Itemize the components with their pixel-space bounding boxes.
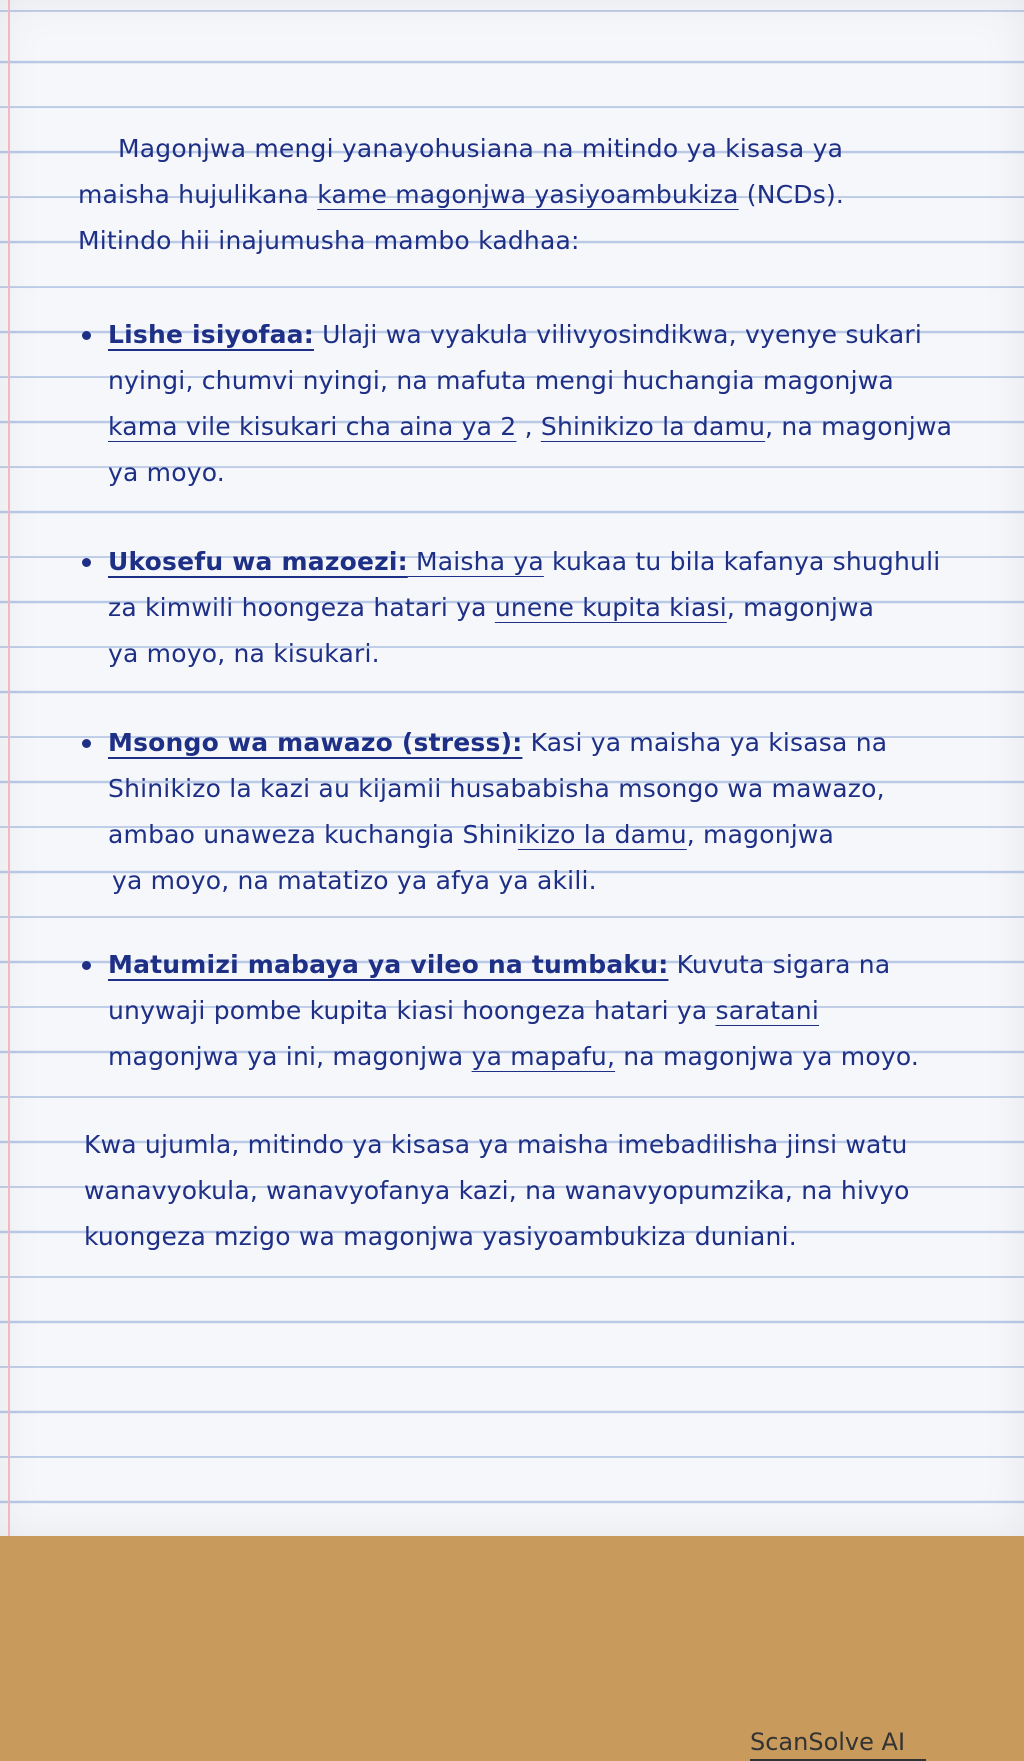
bullet-2-term: Ukosefu wa mazoezi: xyxy=(108,547,408,576)
bullet-dot xyxy=(82,739,91,748)
bullet-4-underline-2: ya mapafu, xyxy=(471,1042,616,1071)
bullet-2-line-3: ya moyo, na kisukari. xyxy=(108,639,380,668)
bullet-3-text-1: Kasi ya maisha ya kisasa na xyxy=(522,728,888,757)
bullet-4-text-2a: unywaji pombe kupita kiasi hoongeza hatari ya xyxy=(108,996,716,1025)
bullet-3-line-1 xyxy=(108,728,887,757)
bullet-2-line-2 xyxy=(108,593,874,622)
conclusion-line-3: kuongeza mzigo wa magonjwa yasiyoambukiza duniani. xyxy=(84,1222,797,1251)
bullet-1-underline-2: Shinikizo la damu xyxy=(540,412,766,441)
bullet-4-underline-1: saratani xyxy=(715,996,820,1025)
bullet-1-line-3 xyxy=(108,412,952,441)
bullet-4-line-1 xyxy=(108,950,890,979)
bullet-2-underline-1: Maisha ya xyxy=(407,547,544,576)
intro-line-2-b: (NCDs). xyxy=(738,180,845,209)
bullet-2-text-1: kukaa tu bila kafanya shughuli xyxy=(543,547,941,576)
bullet-dot xyxy=(82,961,91,970)
bullet-1-end: , na magonjwa xyxy=(765,412,953,441)
bullet-2-underline-2: unene kupita kiasi xyxy=(494,593,727,622)
bullet-3-text-3b: , magonjwa xyxy=(686,820,835,849)
bullet-3-line-3 xyxy=(108,820,834,849)
bullet-1-line-4: ya moyo. xyxy=(108,458,225,487)
bullet-dot xyxy=(82,558,91,567)
bullet-2-text-2a: za kimwili hoongeza hatari ya xyxy=(108,593,495,622)
intro-underlined-phrase: kame magonjwa yasiyoambukiza xyxy=(317,180,739,209)
bullet-3-line-4: ya moyo, na matatizo ya afya ya akili. xyxy=(112,866,597,895)
margin-line xyxy=(8,0,10,1536)
bullet-3-term: Msongo wa mawazo (stress): xyxy=(108,728,523,757)
bullet-3-line-2: Shinikizo la kazi au kijamii husababisha msongo wa mawazo, xyxy=(108,774,885,803)
bullet-1-term: Lishe isiyofaa: xyxy=(108,320,314,349)
bullet-4-line-2 xyxy=(108,996,819,1025)
bullet-3-text-3a: ambao unaweza kuchangia Shin xyxy=(108,820,518,849)
bullet-2-line-1 xyxy=(108,547,940,576)
bullet-1-text-1: Ulaji wa vyakula vilivyosindikwa, vyenye sukari xyxy=(313,320,922,349)
signature-text: ScanSolve AI xyxy=(750,1728,906,1756)
bullet-dot xyxy=(82,331,91,340)
bullet-1-line-1 xyxy=(108,320,922,349)
intro-line-2 xyxy=(78,180,844,209)
conclusion-line-1: Kwa ujumla, mitindo ya kisasa ya maisha imebadilisha jinsi watu xyxy=(84,1130,908,1159)
intro-line-1: Magonjwa mengi yanayohusiana na mitindo ya kisasa ya xyxy=(118,134,844,163)
bullet-1-line-2: nyingi, chumvi nyingi, na mafuta mengi huchangia magonjwa xyxy=(108,366,894,395)
bullet-2-text-2b: , magonjwa xyxy=(726,593,875,622)
intro-line-3: Mitindo hii inajumusha mambo kadhaa: xyxy=(78,226,580,255)
intro-line-2-a: maisha hujulikana xyxy=(78,180,318,209)
bullet-4-line-3 xyxy=(108,1042,919,1071)
bullet-4-text-3a: magonjwa ya ini, magonjwa xyxy=(108,1042,472,1071)
bullet-4-term: Matumizi mabaya ya vileo na tumbaku: xyxy=(108,950,669,979)
conclusion-line-2: wanavyokula, wanavyofanya kazi, na wanavyopumzika, na hivyo xyxy=(84,1176,910,1205)
bullet-1-underline-1: kama vile kisukari cha aina ya 2 xyxy=(108,412,517,441)
bullet-3-underline: ikizo la damu xyxy=(517,820,687,849)
bullet-4-text-3b: na magonjwa ya moyo. xyxy=(615,1042,920,1071)
bullet-1-sep: , xyxy=(516,412,541,441)
bullet-4-text-1: Kuvuta sigara na xyxy=(668,950,891,979)
